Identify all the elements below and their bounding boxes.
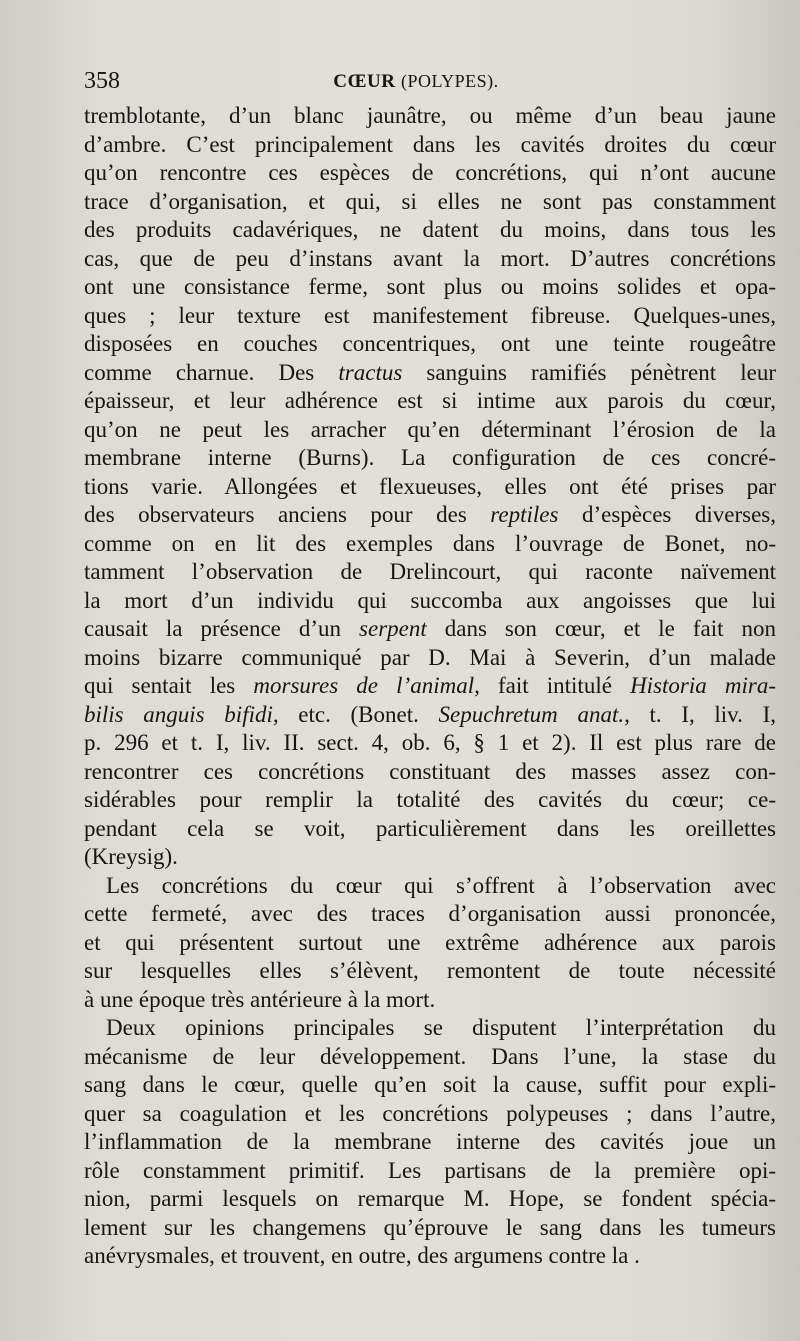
text-line: Les concrétions du cœur qui s’offrent à l’observation avec	[106, 872, 776, 898]
text-line: qu’on ne peut les arracher qu’en déterminant l’érosion de la	[84, 416, 776, 442]
italic-text: Historia mira-	[630, 673, 776, 698]
text-line: tions varie. Allongées et flexueuses, elles ont été prises par	[84, 473, 776, 499]
text-line: qu’on rencontre ces espèces de concrétions, qui n’ont aucune	[84, 160, 776, 185]
text-line: membrane interne (Burns). La configuration de ces concré-	[84, 445, 776, 470]
text-line: rencontrer ces concrétions constituant des masses assez con-	[84, 758, 776, 784]
text-line: la mort d’un individu qui succomba aux angoisses que lui	[84, 587, 776, 613]
text-line: bilis anguis bifidi, etc. (Bonet. Sepuchretum anat., t. I, liv. I,	[84, 701, 777, 727]
text-line: tamment l’observation de Drelincourt, qui raconte naïvement	[84, 559, 776, 584]
text-line: (Kreysig).	[84, 844, 178, 869]
text-line: moins bizarre communiqué par D. Mai à Severin, d’un malade	[84, 644, 776, 670]
text-line: épaisseur, et leur adhérence est si intime aux parois du cœur,	[84, 388, 776, 413]
text-line: sang dans le cœur, quelle qu’en soit la cause, suffit pour expli-	[84, 1072, 776, 1097]
text-line: lement sur les changemens qu’éprouve le sang dans les tumeurs	[84, 1214, 776, 1240]
text-line: à une époque très antérieure à la mort.	[84, 986, 436, 1012]
text-line: cette fermeté, avec des traces d’organisation aussi prononcée,	[84, 901, 776, 926]
paragraph	[84, 102, 776, 872]
text-line: ques ; leur texture est manifestement fibreuse. Quelques-unes,	[84, 302, 776, 328]
text-line: des produits cadavériques, ne datent du moins, dans tous les	[84, 217, 776, 242]
text-line: des observateurs anciens pour des reptiles d’espèces diverses,	[84, 502, 776, 527]
text-line: qui sentait les morsures de l’animal, fait intitulé Historia mira-	[84, 673, 776, 698]
italic-text: morsures de l’animal,	[253, 673, 480, 698]
text-line: cas, que de peu d’instans avant la mort. D’autres concrétions	[84, 245, 776, 271]
text-line: quer sa coagulation et les concrétions polypeuses ; dans l’autre,	[84, 1100, 776, 1126]
text-line: rôle constamment primitif. Les partisans de la première opi-	[84, 1157, 776, 1183]
page-header	[84, 68, 748, 98]
text-line: comme charnue. Des tractus sanguins ramifiés pénètrent leur	[84, 359, 776, 385]
text-line: sur lesquelles elles s’élèvent, remontent de toute nécessité	[84, 958, 776, 983]
italic-text: tractus	[338, 359, 403, 385]
text-line: tremblotante, d’un blanc jaunâtre, ou même d’un beau jaune	[84, 103, 776, 128]
paragraph	[84, 872, 776, 1015]
body-text	[84, 102, 776, 1271]
paragraph	[84, 1014, 776, 1271]
text-line: Deux opinions principales se disputent l’interprétation du	[106, 1015, 776, 1040]
text-line: l’inflammation de la membrane interne des cavités joue un	[84, 1129, 776, 1154]
text-line: causait la présence d’un serpent dans son cœur, et le fait non	[84, 616, 776, 641]
italic-text: Sepuchretum anat.,	[438, 701, 630, 727]
text-line: comme on en lit des exemples dans l’ouvrage de Bonet, no-	[84, 530, 776, 556]
text-line: anévrysmales, et trouvent, en outre, des argumens contre la .	[84, 1243, 640, 1268]
text-line: nion, parmi lesquels on remarque M. Hope, se fondent spécia-	[84, 1186, 776, 1211]
running-head-title: CŒUR	[333, 71, 396, 92]
text-line: p. 296 et t. I, liv. II. sect. 4, ob. 6, § 1 et 2). Il est plus rare de	[84, 730, 776, 755]
italic-text: serpent	[359, 616, 427, 641]
text-line: ont une consistance ferme, sont plus ou moins solides et opa-	[84, 274, 776, 299]
text-line: trace d’organisation, et qui, si elles ne sont pas constamment	[84, 188, 776, 214]
text-line: sidérables pour remplir la totalité des cavités du cœur; ce-	[84, 787, 776, 812]
page-number: 358	[84, 68, 120, 94]
italic-text: bilis anguis bifidi,	[84, 701, 279, 727]
text-line: mécanisme de leur développement. Dans l’une, la stase du	[84, 1043, 776, 1069]
text-line: d’ambre. C’est principalement dans les cavités droites du cœur	[84, 131, 776, 157]
italic-text: reptiles	[490, 502, 559, 527]
text-line: et qui présentent surtout une extrême adhérence aux parois	[84, 929, 776, 955]
text-line: disposées en couches concentriques, ont une teinte rougeâtre	[84, 331, 776, 356]
text-line: pendant cela se voit, particulièrement dans les oreillettes	[84, 815, 776, 841]
running-head	[84, 70, 748, 93]
running-head-subtitle: (POLYPES).	[400, 71, 499, 91]
